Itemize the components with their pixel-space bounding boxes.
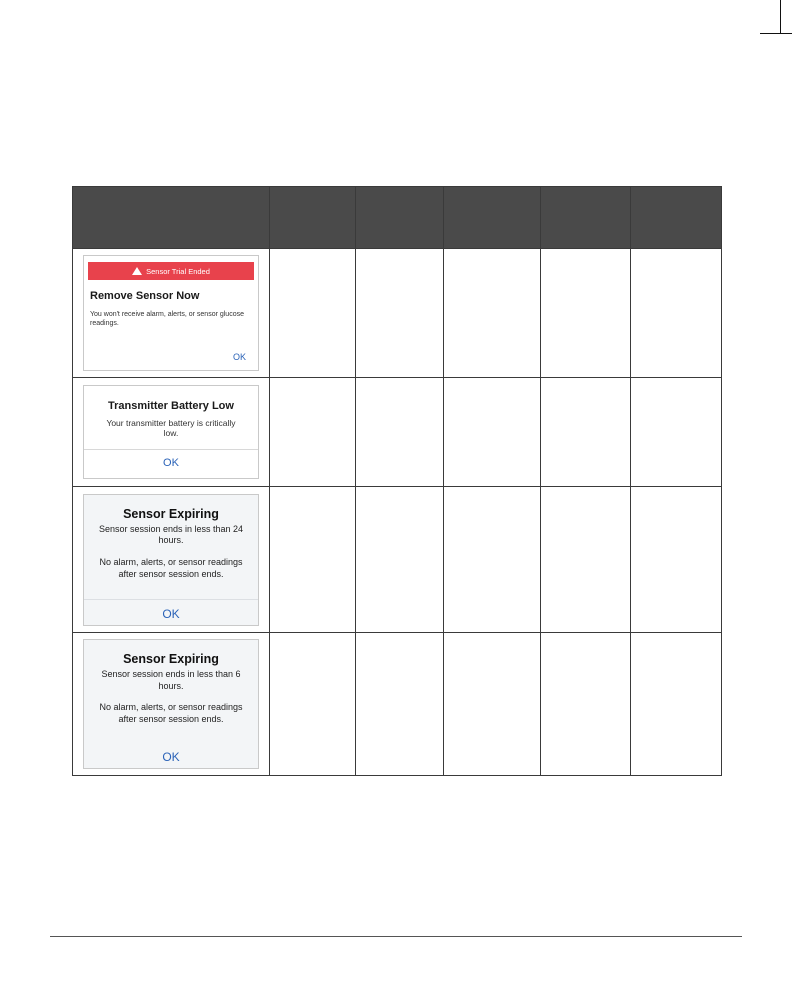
alert-banner: [88, 262, 254, 280]
table-cell: [444, 378, 541, 487]
table-cell: [444, 487, 541, 633]
alert-detail: No alarm, alerts, or sensor readings after sensor session ends.: [99, 556, 243, 579]
ok-button[interactable]: OK: [163, 457, 179, 469]
alert-title: Sensor Expiring: [123, 652, 219, 666]
table-cell: [541, 249, 631, 378]
alert-message: Sensor session ends in less than 24 hours.: [98, 523, 244, 546]
screenshot-cell: [73, 487, 270, 633]
alert-screen-sensor-expiring-24h: [83, 494, 259, 626]
screenshot-cell: [73, 633, 270, 776]
table-cell: [541, 633, 631, 776]
screenshot-cell: [73, 378, 270, 487]
crop-mark-horizontal: [760, 33, 792, 34]
table-cell: [356, 378, 444, 487]
alert-message: Your transmitter battery is critically low.: [106, 418, 236, 439]
table-cell: [631, 487, 722, 633]
header-cell: [73, 187, 270, 249]
ok-button[interactable]: OK: [232, 352, 246, 362]
alerts-table: [72, 186, 722, 776]
table-cell: [541, 378, 631, 487]
screenshot-cell: [73, 249, 270, 378]
table-cell: [270, 249, 356, 378]
table-row: [73, 378, 722, 487]
table-header-row: [73, 187, 722, 249]
table-cell: [270, 633, 356, 776]
header-cell: [444, 187, 541, 249]
table-cell: [444, 633, 541, 776]
warning-icon: [132, 267, 142, 275]
footer-rule: [50, 936, 742, 937]
table-cell: [270, 378, 356, 487]
alert-message: You won't receive alarm, alerts, or sensor glucose readings.: [90, 311, 244, 327]
alert-screen-sensor-expiring-6h: [83, 639, 259, 769]
table-cell: [444, 249, 541, 378]
ok-button[interactable]: OK: [162, 606, 180, 621]
table-row: [73, 249, 722, 378]
table-row: [73, 633, 722, 776]
table-cell: [270, 487, 356, 633]
header-cell: [541, 187, 631, 249]
ok-button[interactable]: OK: [162, 750, 180, 764]
divider: [84, 449, 258, 450]
header-cell: [270, 187, 356, 249]
alert-detail: No alarm, alerts, or sensor readings after sensor session ends.: [99, 702, 243, 725]
alert-title: Transmitter Battery Low: [108, 400, 234, 412]
table-cell: [631, 378, 722, 487]
banner-text: Sensor Trial Ended: [146, 266, 210, 276]
crop-mark-vertical: [780, 0, 781, 34]
table-cell: [356, 633, 444, 776]
table-cell: [541, 487, 631, 633]
divider: [84, 599, 258, 600]
table-row: [73, 487, 722, 633]
table-cell: [631, 633, 722, 776]
alert-title: Remove Sensor Now: [90, 290, 200, 302]
alert-screen-sensor-trial-ended: [83, 255, 259, 371]
alert-screen-transmitter-battery-low: [83, 385, 259, 479]
alert-title: Sensor Expiring: [123, 506, 219, 521]
table-cell: [631, 249, 722, 378]
alert-message: Sensor session ends in less than 6 hours.: [101, 669, 241, 691]
table-cell: [356, 249, 444, 378]
header-cell: [631, 187, 722, 249]
table-cell: [356, 487, 444, 633]
header-cell: [356, 187, 444, 249]
